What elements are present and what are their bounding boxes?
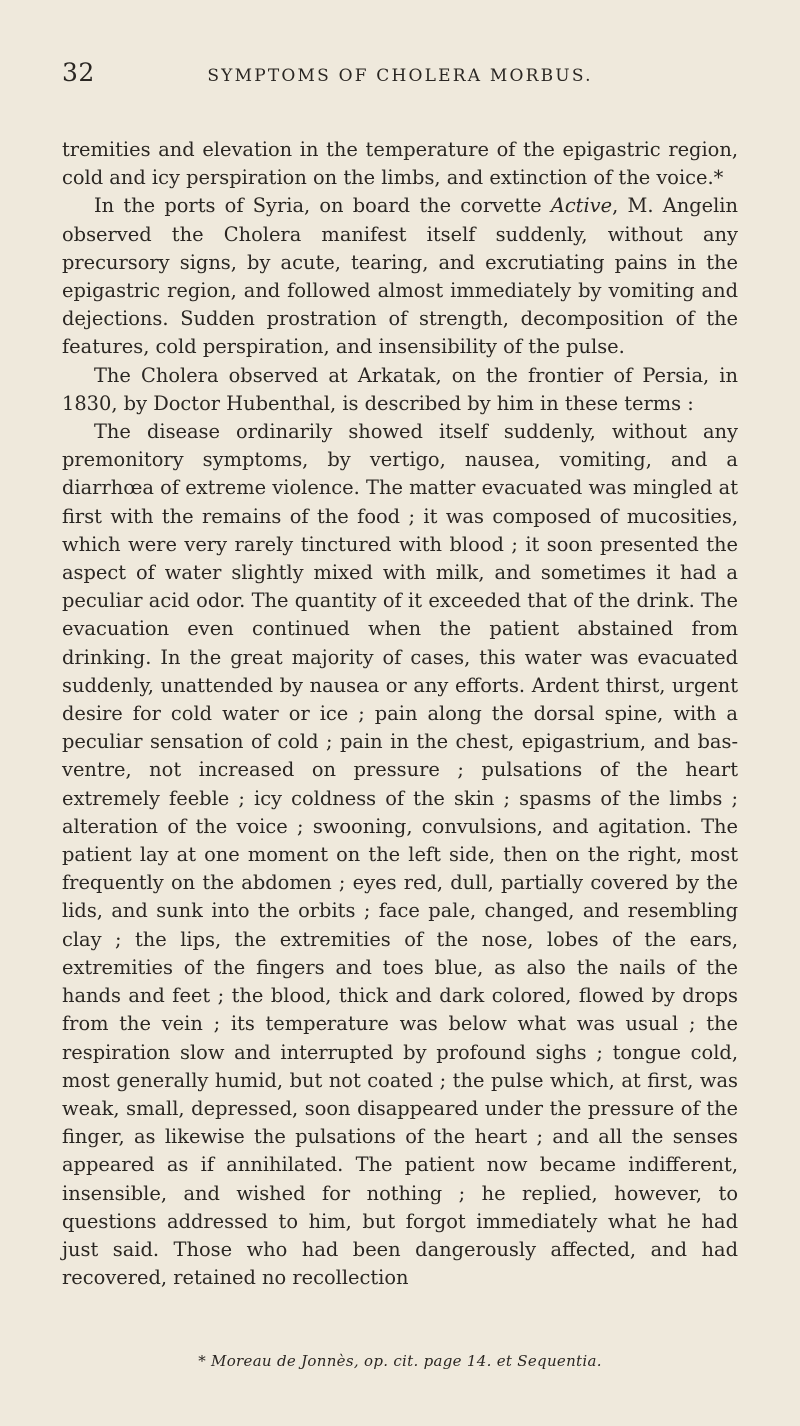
footnote: * Moreau de Jonnès, op. cit. page 14. et Sequentia.: [198, 1352, 602, 1370]
text-segment: tremities and elevation in the temperature of the epigastric region, cold and icy perspiration on the limbs, and extinction of the voice.*: [62, 138, 738, 190]
running-head: SYMPTOMS OF CHOLERA MORBUS.: [207, 66, 593, 86]
text-segment: , M. Angelin observed the Cholera manifest itself suddenly, without any precursory signs, by acute, tearing, and excrutiating pains in the epigastric region, and followed almost immediately by vomiting and dejections. Sudden prostration of strength, decomposition of the features, cold perspiration, and insensibility of the pulse.: [62, 194, 739, 359]
paragraph: [62, 136, 738, 192]
italic-text: Active: [550, 194, 613, 218]
text-segment: The disease ordinarily showed itself suddenly, without any premonitory symptoms, by vertigo, nausea, vomiting, and a diarrhœa of extreme violence. The matter evacuated was mingled at first with the remains of the food ; it was composed of mucosities, which were very rarely tinctured with blood ; it soon presented the aspect of water slightly mixed with milk, and sometimes it had a peculiar acid odor. The quantity of it exceeded that of the drink. The evacuation even continued when the patient abstained from drinking. In the great majority of cases, this water was evacuated suddenly, unattended by nausea or any efforts. Ardent thirst, urgent desire for cold water or ice ; pain along the dorsal spine, with a peculiar sensation of cold ; pain in the chest, epigastrium, and bas-ventre, not increased on pressure ; pulsations of the heart extremely feeble ; icy coldness of the skin ; spasms of the limbs ; alteration of the voice ; swooning, convulsions, and agitation. The patient lay at one moment on the left side, then on the right, most frequently on the abdomen ; eyes red, dull, partially covered by the lids, and sunk into the orbits ; face pale, changed, and resembling clay ; the lips, the extremities of the nose, lobes of the ears, extremities of the fingers and toes blue, as also the nails of the hands and feet ; the blood, thick and dark colored, flowed by drops from the vein ; its temperature was below what was usual ; the respiration slow and interrupted by profound sighs ; tongue cold, most generally humid, but not coated ; the pulse which, at first, was weak, small, depressed, soon disappeared under the pressure of the finger, as likewise the pulsations of the heart ; and all the senses appeared as if annihilated. The patient now became indifferent, insensible, and wished for nothing ; he replied, however, to questions addressed to him, but forgot immediately what he had just said. Those who had been dangerously affected, and had recovered, retained no recollection: [62, 420, 738, 1290]
text-segment: In the ports of Syria, on board the corvette: [94, 194, 551, 218]
paragraph: [62, 192, 738, 361]
page-number: 32: [62, 58, 95, 87]
paragraph: [62, 418, 738, 1292]
text-segment: The Cholera observed at Arkatak, on the frontier of Persia, in 1830, by Doctor Hubenthal, is described by him in these terms :: [62, 363, 738, 415]
paragraph: [62, 362, 738, 418]
body-text: [62, 136, 738, 1292]
page-header: [62, 58, 738, 98]
